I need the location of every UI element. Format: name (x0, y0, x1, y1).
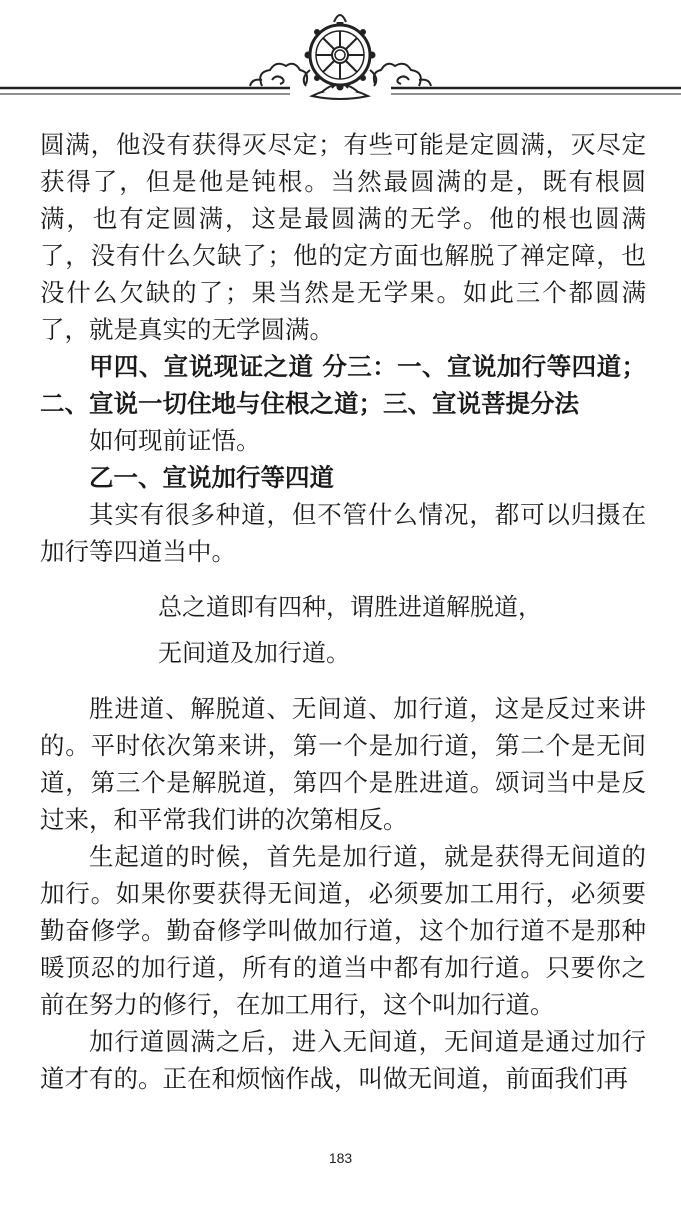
page-body (40, 126, 646, 1097)
paragraph: 如何现前证悟。 (89, 426, 261, 455)
section-heading: 甲四、宣说现证之道 分三：一、宣说加行等四道；二、宣说一切住地与住根之道；三、宣说菩提分法 (40, 352, 646, 418)
paragraph: 其实有很多种道，但不管什么情况，都可以归摄在加行等四道当中。 (40, 500, 646, 566)
verse-line: 无间道及加行道。 (158, 639, 350, 667)
header-ornament (0, 0, 681, 110)
paragraph: 圆满，他没有获得灭尽定；有些可能是定圆满，灭尽定获得了，但是他是钝根。当然最圆满的是，既有根圆满，也有定圆满，这是最圆满的无学。他的根也圆满了，没有什么欠缺了；他的定方面也解脱了禅定障，也没什么欠缺的了；果当然是无学果。如此三个都圆满了，就是真实的无学圆满。 (40, 130, 646, 344)
page-number: 183 (328, 1150, 353, 1166)
paragraph: 加行道圆满之后，进入无间道，无间道是通过加行道才有的。正在和烦恼作战，叫做无间道，前面我们再 (40, 1027, 646, 1093)
subsection-heading: 乙一、宣说加行等四道 (89, 463, 334, 492)
paragraph: 胜进道、解脱道、无间道、加行道，这是反过来讲的。平时依次第来讲，第一个是加行道，第二个是无间道，第三个是解脱道，第四个是胜进道。颂词当中是反过来，和平常我们讲的次第相反。 (40, 694, 646, 834)
dharma-wheel-icon (0, 0, 681, 110)
verse-line: 总之道即有四种，谓胜进道解脱道， (158, 593, 542, 621)
paragraph: 生起道的时候，首先是加行道，就是获得无间道的加行。如果你要获得无间道，必须要加工用行，必须要勤奋修学。勤奋修学叫做加行道，这个加行道不是那种暖顶忍的加行道，所有的道当中都有加行道。只要你之前在努力的修行，在加工用行，这个叫加行道。 (40, 842, 646, 1019)
verse-block (40, 584, 646, 676)
